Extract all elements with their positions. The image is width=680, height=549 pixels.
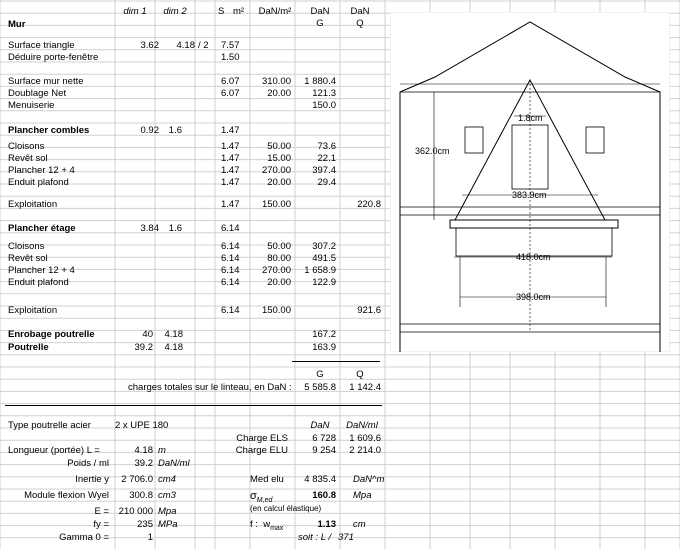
row-label: Enduit plafond — [8, 277, 69, 288]
e-unit: Mpa — [158, 506, 177, 517]
e-label: E = — [94, 506, 109, 517]
cell-g: 1 658.9 — [304, 265, 336, 276]
fy-value: 235 — [137, 519, 153, 530]
cell-danm2: 20.00 — [267, 277, 291, 288]
cell-s: 1.47 — [221, 165, 240, 176]
cell-s: 6.14 — [221, 223, 240, 234]
dim-383-label: 383.9cm — [512, 190, 547, 200]
poids-label: Poids / ml — [67, 458, 109, 469]
f-value: 1.13 — [317, 519, 336, 530]
cell-d2: 4.18 — [176, 40, 195, 51]
row-poutrelle: Poutrelle — [8, 342, 49, 353]
cell-s: 6.07 — [221, 76, 240, 87]
f-unit: cm — [353, 519, 366, 530]
cell-danm2: 20.00 — [267, 177, 291, 188]
header-s: S — [218, 6, 225, 17]
cell-g: 163.9 — [312, 342, 336, 353]
totals-top-rule — [292, 361, 380, 362]
header-dim2: dim 2 — [163, 6, 187, 17]
unit-dan: DaN — [310, 420, 330, 431]
cell-s: 1.47 — [221, 125, 240, 136]
row-label: Doublage Net — [8, 88, 67, 99]
cell-d2: 4.18 — [164, 329, 183, 340]
header-dan-g: DaN — [310, 6, 330, 17]
cell-s: 7.57 — [221, 40, 240, 51]
dim-398-label: 398.0cm — [516, 292, 551, 302]
cell-danm2: 270.00 — [261, 165, 291, 176]
cell-g: 307.2 — [312, 241, 336, 252]
cell-s: 1.47 — [221, 141, 240, 152]
cell-d1: 3.62 — [140, 40, 159, 51]
longueur-label: Longueur (portée) L = — [8, 445, 100, 456]
cell-s: 6.14 — [221, 253, 240, 264]
type-label: Type poutrelle acier — [8, 420, 91, 431]
calcul-note: (en calcul élastique) — [250, 504, 322, 513]
section-combles: Plancher combles — [8, 125, 90, 136]
cell-q: 220.8 — [357, 199, 381, 210]
row-label: Menuiserie — [8, 100, 55, 111]
cell-g: 150.0 — [312, 100, 336, 111]
totals-q: 1 142.4 — [349, 382, 381, 393]
medelu-unit: DaN^m — [353, 474, 385, 485]
charge-els-danml: 1 609.6 — [349, 433, 381, 444]
row-label: Plancher 12 + 4 — [8, 165, 75, 176]
sigma-subscript: M,ed — [256, 497, 273, 505]
dim-418-label: 418.0cm — [516, 252, 551, 262]
cell-s: 6.14 — [221, 265, 240, 276]
cell-g: 29.4 — [317, 177, 336, 188]
cell-danm2: 50.00 — [267, 241, 291, 252]
cell-s: 6.14 — [221, 277, 240, 288]
medelu-label: Med elu — [250, 474, 284, 485]
row-label: Enduit plafond — [8, 177, 69, 188]
f-subscript: max — [270, 524, 284, 532]
section-etage: Plancher étage — [8, 223, 76, 234]
medelu-value: 4 835.4 — [304, 474, 336, 485]
row-label: Surface mur nette — [8, 76, 84, 87]
cell-s: 1.47 — [221, 199, 240, 210]
cell-g: 491.5 — [312, 253, 336, 264]
section-mur: Mur — [8, 19, 26, 30]
module-label: Module flexion Wyel — [24, 490, 109, 501]
cell-g: 121.3 — [312, 88, 336, 99]
cell-s: 1.47 — [221, 177, 240, 188]
cell-s: 1.47 — [221, 153, 240, 164]
row-label: Exploitation — [8, 199, 58, 210]
row-label: Surface triangle — [8, 40, 75, 51]
gamma-value: 1 — [147, 532, 153, 543]
row-label: Exploitation — [8, 305, 58, 316]
cell-q: 921.6 — [357, 305, 381, 316]
cell-g: 397.4 — [312, 165, 336, 176]
longueur-value: 4.18 — [134, 445, 153, 456]
sigma-symbol: $\sigma_{M,ed}$ — [250, 490, 273, 505]
row-label: Déduire porte-fenêtre — [8, 52, 99, 63]
gamma-label: Gamma 0 = — [59, 532, 109, 543]
module-value: 300.8 — [129, 490, 153, 501]
header-q: Q — [356, 18, 364, 29]
results-top-rule — [5, 405, 382, 406]
cell-d1: 3.84 — [140, 223, 159, 234]
row-label: Cloisons — [8, 241, 45, 252]
charge-elu-label: Charge ELU — [235, 445, 288, 456]
totals-q-head: Q — [356, 369, 364, 380]
charge-els-label: Charge ELS — [236, 433, 288, 444]
inertie-unit: cm4 — [158, 474, 176, 485]
totals-label: charges totales sur le linteau, en DaN : — [128, 382, 292, 393]
cell-d1: 40 — [142, 329, 153, 340]
dim-small-label: 1.8cm — [518, 113, 543, 123]
row-enrobage: Enrobage poutrelle — [8, 329, 95, 340]
inertie-value: 2 706.0 — [121, 474, 153, 485]
type-value: 2 x UPE 180 — [115, 420, 169, 431]
fy-label: fy = — [93, 519, 109, 530]
fy-unit: MPa — [158, 519, 178, 530]
cell-d2: 4.18 — [164, 342, 183, 353]
charge-elu-danml: 2 214.0 — [349, 445, 381, 456]
header-dim1: dim 1 — [123, 6, 147, 17]
cell-g: 73.6 — [317, 141, 336, 152]
header-g: G — [316, 18, 324, 29]
cell-g: 167.2 — [312, 329, 336, 340]
sigma-value: 160.8 — [312, 490, 336, 501]
cell-danm2: 80.00 — [267, 253, 291, 264]
totals-g-head: G — [316, 369, 324, 380]
cell-danm2: 150.00 — [261, 199, 291, 210]
cell-s: 6.14 — [221, 305, 240, 316]
sigma-unit: Mpa — [353, 490, 372, 501]
cell-g: 122.9 — [312, 277, 336, 288]
cell-danm2: 310.00 — [261, 76, 291, 87]
cell-danm2: 150.00 — [261, 305, 291, 316]
facade-drawing[interactable] — [390, 12, 670, 352]
cell-danm2: 20.00 — [267, 88, 291, 99]
row-label: Revêt sol — [8, 253, 48, 264]
e-value: 210 000 — [118, 506, 153, 517]
unit-danml: DaN/ml — [346, 420, 378, 431]
soit-value: 371 — [338, 532, 354, 543]
f-symbol: f : $w_{max}$ — [250, 519, 284, 532]
poids-unit: DaN/ml — [158, 458, 190, 469]
header-dan-q: DaN — [350, 6, 370, 17]
cell-danm2: 50.00 — [267, 141, 291, 152]
cell-g: 1 880.4 — [304, 76, 336, 87]
row-label: Revêt sol — [8, 153, 48, 164]
cell-s: 6.14 — [221, 241, 240, 252]
module-unit: cm3 — [158, 490, 176, 501]
cell-d2: 1.6 — [168, 223, 182, 234]
cell-s: 1.50 — [221, 52, 240, 63]
longueur-unit: m — [158, 445, 166, 456]
header-danm2: DaN/m² — [258, 6, 292, 17]
charge-els-dan: 6 728 — [312, 433, 336, 444]
soit-label: soit : L / — [298, 532, 332, 543]
poids-value: 39.2 — [134, 458, 153, 469]
dim-height-label: 362.0cm — [415, 146, 450, 156]
cell-d2: 1.6 — [168, 125, 182, 136]
cell-danm2: 15.00 — [267, 153, 291, 164]
cell-d1: 0.92 — [140, 125, 159, 136]
cell-s: 6.07 — [221, 88, 240, 99]
header-m2: m² — [233, 6, 245, 17]
row-label: Plancher 12 + 4 — [8, 265, 75, 276]
inertie-label: Inertie y — [75, 474, 109, 485]
cell-d1: 39.2 — [134, 342, 153, 353]
cell-danm2: 270.00 — [261, 265, 291, 276]
charge-elu-dan: 9 254 — [312, 445, 336, 456]
row-label: Cloisons — [8, 141, 45, 152]
cell-div: / 2 — [198, 40, 209, 51]
cell-g: 22.1 — [317, 153, 336, 164]
totals-g: 5 585.8 — [304, 382, 336, 393]
